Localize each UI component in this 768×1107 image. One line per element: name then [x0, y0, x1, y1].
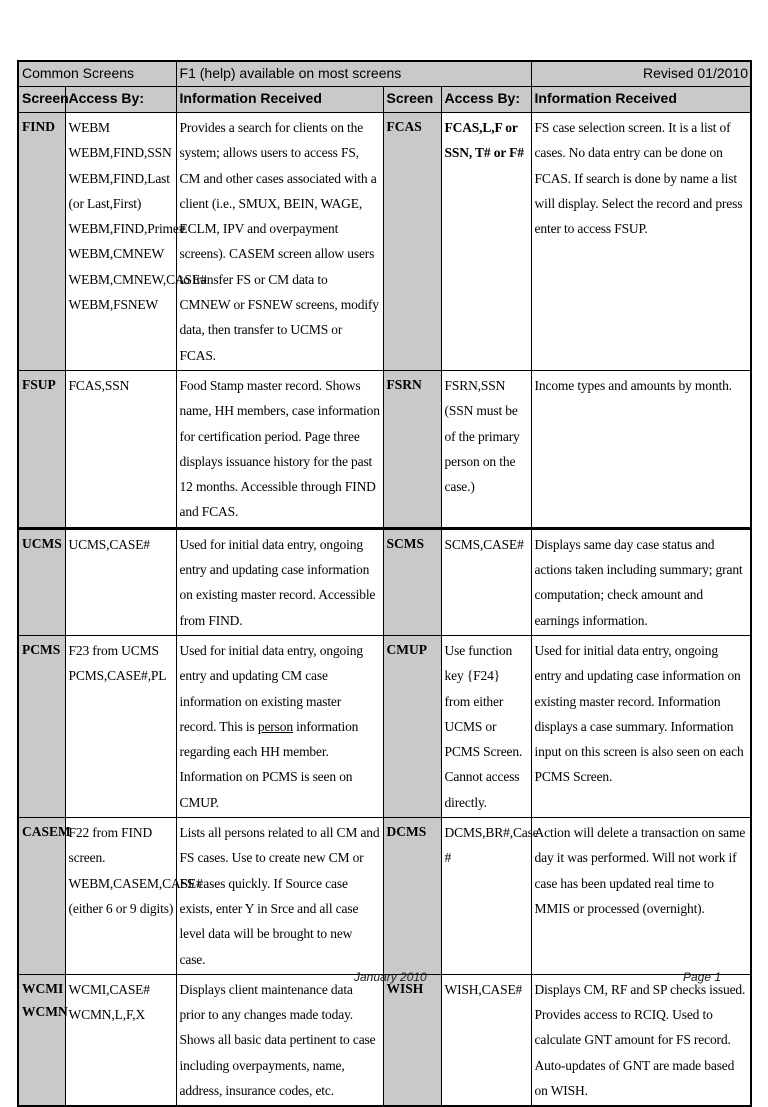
information-received [176, 635, 383, 817]
information-received: Displays same day case status and actions taken including summary; grant computation; check amount and earnings information. [531, 528, 751, 635]
column-header-row [18, 87, 751, 113]
column-header-access-by-2: Access By: [441, 87, 531, 113]
screen-code-wcmi: WCMI [22, 980, 64, 996]
help-note: F1 (help) available on most screens [176, 61, 531, 87]
access-by: F22 from FIND screen. WEBM,CASEM,CASE# (either 6 or 9 digits) [65, 818, 176, 975]
column-header-access-by: Access By: [65, 87, 176, 113]
page-number: Page 1 [683, 970, 722, 984]
access-by: UCMS,CASE# [65, 528, 176, 635]
screen-code: FCAS [383, 113, 441, 371]
table-row [18, 528, 751, 635]
table-row [18, 113, 751, 371]
column-header-screen-2: Screen [383, 87, 441, 113]
table-row [18, 818, 751, 975]
revised-date: Revised 01/2010 [531, 61, 751, 87]
column-header-information-received: Information Received [176, 87, 383, 113]
access-by: F23 from UCMS PCMS,CASE#,PL [65, 635, 176, 817]
information-received: Lists all persons related to all CM and FS cases. Use to create new CM or FS cases quickly. If Source case exists, enter Y in Srce and all case level data will be brought to new case. [176, 818, 383, 975]
info-text: Used for initial data entry, ongoing entry and updating CM case information on existing master record. This is [179, 642, 363, 734]
table-title: Common Screens [18, 61, 176, 87]
information-received: Action will delete a transaction on same day it was performed. Will not work if case has been updated real time to MMIS or processed (overnight). [531, 818, 751, 975]
access-by: WISH,CASE# [441, 974, 531, 1106]
information-received: Food Stamp master record. Shows name, HH members, case information for certification period. Page three displays issuance history for the past 12 months. Accessible through FIND and FCAS. [176, 370, 383, 528]
info-text: information regarding each HH member. Information on PCMS is seen on CMUP. [179, 718, 359, 810]
screen-code: SCMS [383, 528, 441, 635]
information-received: Provides a search for clients on the system; allows users to access FS, CM and other cases associated with a client (i.e., SMUX, BEIN, WAGE, ECLM, IPV and overpayment screens). CASEM screen allow users to transfer FS or CM data to CMNEW or FSNEW screens, modify data, then transfer to UCMS or FCAS. [176, 113, 383, 371]
column-header-information-received-2: Information Received [531, 87, 751, 113]
information-received: Displays client maintenance data prior to any changes made today. Shows all basic data pertinent to case including overpayments, name, address, insurance codes, etc. [176, 974, 383, 1106]
footer-date: January 2010 [354, 970, 427, 984]
access-by: DCMS,BR#,Case # [441, 818, 531, 975]
information-received: Income types and amounts by month. [531, 370, 751, 528]
access-by: WEBM WEBM,FIND,SSN WEBM,FIND,Last (or Last,First) WEBM,FIND,Prime# WEBM,CMNEW WEBM,CMNEW,CASE# WEBM,FSNEW [65, 113, 176, 371]
screen-code: UCMS [18, 528, 65, 635]
underlined-word: person [257, 718, 293, 734]
screen-code: CASEM [18, 818, 65, 975]
title-row [18, 61, 751, 87]
access-by: FCAS,L,F or SSN, T# or F# [441, 113, 531, 371]
common-screens-document [17, 60, 750, 1107]
common-screens-table [17, 60, 752, 1107]
screen-code: CMUP [383, 635, 441, 817]
access-by: FCAS,SSN [65, 370, 176, 528]
screen-code: WISH [383, 974, 441, 1106]
screen-code: FIND [18, 113, 65, 371]
table-row [18, 370, 751, 528]
screen-code: FSUP [18, 370, 65, 528]
information-received: Displays CM, RF and SP checks issued. Provides access to RCIQ. Used to calculate GNT amount for FS record. Auto-updates of GNT are made based on WISH. [531, 974, 751, 1106]
screen-code: PCMS [18, 635, 65, 817]
access-by: Use function key {F24} from either UCMS or PCMS Screen. Cannot access directly. [441, 635, 531, 817]
information-received: Used for initial data entry, ongoing entry and updating case information on existing master record. Accessible from FIND. [176, 528, 383, 635]
screen-code-wcmn: WCMN [22, 1003, 68, 1019]
information-received: FS case selection screen. It is a list of cases. No data entry can be done on FCAS. If search is done by name a list will display. Select the record and press enter to access FSUP. [531, 113, 751, 371]
access-by: SCMS,CASE# [441, 528, 531, 635]
access-by: FSRN,SSN (SSN must be of the primary person on the case.) [441, 370, 531, 528]
column-header-screen: Screen [18, 87, 65, 113]
access-by: WCMI,CASE# WCMN,L,F,X [65, 974, 176, 1106]
table-row [18, 974, 751, 1106]
screen-code: DCMS [383, 818, 441, 975]
screen-code [18, 974, 68, 1106]
screen-code: FSRN [383, 370, 441, 528]
information-received: Used for initial data entry, ongoing entry and updating case information on existing master record. Information displays a case summary. Information input on this screen is also seen on each PCMS Screen. [531, 635, 751, 817]
table-row [18, 635, 751, 817]
